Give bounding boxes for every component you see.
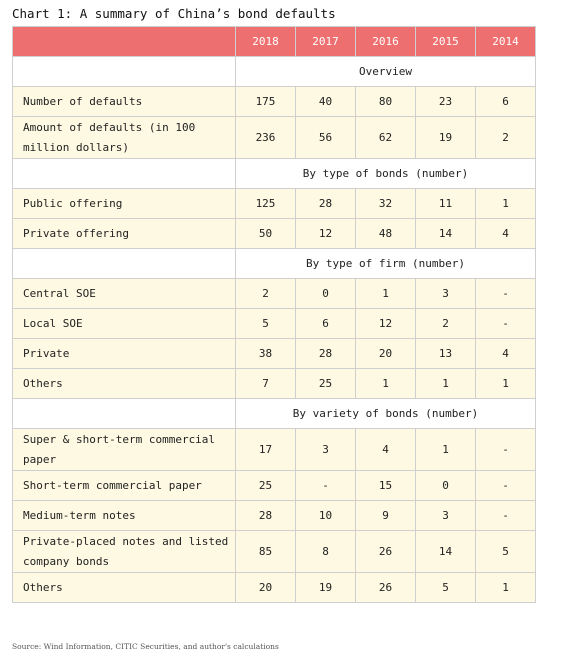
value-cell: 32	[356, 189, 416, 219]
table-row	[13, 87, 536, 117]
section-heading: By variety of bonds (number)	[236, 399, 536, 429]
value-cell: 3	[416, 501, 476, 531]
value-cell: 20	[236, 573, 296, 603]
row-label: Local SOE	[13, 309, 236, 339]
value-cell: 14	[416, 531, 476, 573]
header-row	[13, 27, 536, 57]
section-row	[13, 57, 536, 87]
table-row	[13, 573, 536, 603]
value-cell: 28	[236, 501, 296, 531]
row-label: Others	[13, 573, 236, 603]
section-blank-cell	[13, 399, 236, 429]
value-cell: 40	[296, 87, 356, 117]
table-row	[13, 531, 536, 573]
value-cell: -	[476, 429, 536, 471]
row-label: Private offering	[13, 219, 236, 249]
table-row	[13, 219, 536, 249]
value-cell: 6	[296, 309, 356, 339]
value-cell: 4	[476, 339, 536, 369]
value-cell: 1	[476, 189, 536, 219]
value-cell: 4	[356, 429, 416, 471]
table-row	[13, 339, 536, 369]
row-label: Number of defaults	[13, 87, 236, 117]
value-cell: 5	[476, 531, 536, 573]
section-heading: By type of firm (number)	[236, 249, 536, 279]
value-cell: 28	[296, 339, 356, 369]
value-cell: 175	[236, 87, 296, 117]
value-cell: 28	[296, 189, 356, 219]
value-cell: 26	[356, 573, 416, 603]
value-cell: 14	[416, 219, 476, 249]
section-blank-cell	[13, 249, 236, 279]
source-note: Source: Wind Information, CITIC Securities, and author's calculations	[12, 642, 279, 651]
value-cell: 0	[296, 279, 356, 309]
value-cell: -	[476, 471, 536, 501]
section-row	[13, 249, 536, 279]
value-cell: 10	[296, 501, 356, 531]
value-cell: 5	[416, 573, 476, 603]
value-cell: 19	[296, 573, 356, 603]
value-cell: 25	[236, 471, 296, 501]
section-heading: Overview	[236, 57, 536, 87]
row-label: Super & short-term commercial paper	[13, 429, 236, 471]
table-body	[13, 57, 536, 603]
value-cell: 38	[236, 339, 296, 369]
header-corner	[13, 27, 236, 57]
value-cell: 20	[356, 339, 416, 369]
value-cell: 12	[296, 219, 356, 249]
value-cell: 1	[476, 573, 536, 603]
value-cell: 125	[236, 189, 296, 219]
column-header: 2014	[476, 27, 536, 57]
value-cell: 0	[416, 471, 476, 501]
row-label: Central SOE	[13, 279, 236, 309]
column-header: 2017	[296, 27, 356, 57]
value-cell: 80	[356, 87, 416, 117]
row-label: Private	[13, 339, 236, 369]
value-cell: 1	[416, 429, 476, 471]
section-heading: By type of bonds (number)	[236, 159, 536, 189]
column-header: 2015	[416, 27, 476, 57]
value-cell: 19	[416, 117, 476, 159]
value-cell: 6	[476, 87, 536, 117]
row-label: Private-placed notes and listed company bonds	[13, 531, 236, 573]
value-cell: 2	[416, 309, 476, 339]
value-cell: 1	[356, 369, 416, 399]
chart-title: Chart 1: A summary of China’s bond defaults	[12, 6, 336, 21]
value-cell: 26	[356, 531, 416, 573]
section-blank-cell	[13, 57, 236, 87]
table-row	[13, 501, 536, 531]
table-row	[13, 471, 536, 501]
table-row	[13, 429, 536, 471]
value-cell: 1	[476, 369, 536, 399]
table-row	[13, 279, 536, 309]
row-label: Amount of defaults (in 100 million dollars)	[13, 117, 236, 159]
value-cell: 23	[416, 87, 476, 117]
value-cell: 48	[356, 219, 416, 249]
value-cell: -	[476, 501, 536, 531]
value-cell: -	[476, 309, 536, 339]
value-cell: 50	[236, 219, 296, 249]
value-cell: 17	[236, 429, 296, 471]
row-label: Medium-term notes	[13, 501, 236, 531]
value-cell: 2	[476, 117, 536, 159]
value-cell: -	[476, 279, 536, 309]
value-cell: 56	[296, 117, 356, 159]
table-row	[13, 189, 536, 219]
section-row	[13, 399, 536, 429]
value-cell: 12	[356, 309, 416, 339]
column-header: 2016	[356, 27, 416, 57]
value-cell: 13	[416, 339, 476, 369]
value-cell: 62	[356, 117, 416, 159]
value-cell: 25	[296, 369, 356, 399]
table-row	[13, 117, 536, 159]
table-row	[13, 309, 536, 339]
value-cell: 3	[416, 279, 476, 309]
row-label: Others	[13, 369, 236, 399]
value-cell: 8	[296, 531, 356, 573]
value-cell: 4	[476, 219, 536, 249]
value-cell: 1	[416, 369, 476, 399]
row-label: Public offering	[13, 189, 236, 219]
section-row	[13, 159, 536, 189]
value-cell: 7	[236, 369, 296, 399]
value-cell: 11	[416, 189, 476, 219]
value-cell: 15	[356, 471, 416, 501]
value-cell: 9	[356, 501, 416, 531]
row-label: Short-term commercial paper	[13, 471, 236, 501]
column-header: 2018	[236, 27, 296, 57]
value-cell: 3	[296, 429, 356, 471]
section-blank-cell	[13, 159, 236, 189]
value-cell: -	[296, 471, 356, 501]
bond-defaults-table	[12, 26, 536, 603]
value-cell: 85	[236, 531, 296, 573]
value-cell: 2	[236, 279, 296, 309]
value-cell: 236	[236, 117, 296, 159]
value-cell: 1	[356, 279, 416, 309]
value-cell: 5	[236, 309, 296, 339]
table-row	[13, 369, 536, 399]
